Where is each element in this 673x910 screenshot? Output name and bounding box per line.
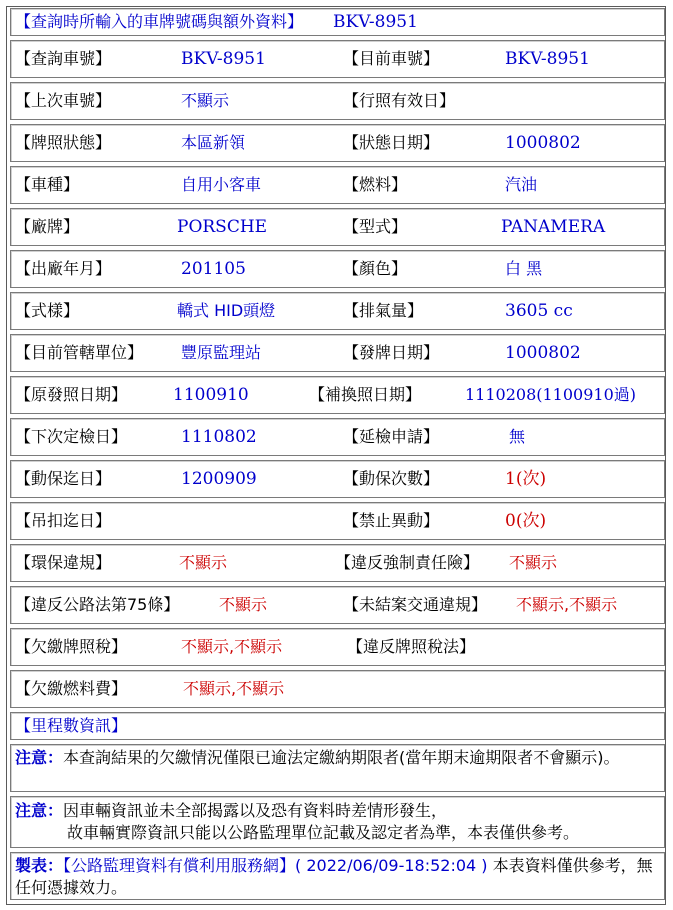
row-label: 【吊扣迄日】 <box>15 511 112 530</box>
row-label: 【違反強制責任險】 <box>335 553 480 572</box>
row-value: 1000802 <box>505 133 581 153</box>
table-row <box>10 502 665 540</box>
note-text <box>15 800 660 844</box>
row-label: 【查詢車號】 <box>15 49 112 68</box>
row-label: 【燃料】 <box>343 175 408 194</box>
query-header-row <box>10 8 665 36</box>
table-row <box>10 586 665 624</box>
row-label: 【禁止異動】 <box>343 511 440 530</box>
row-label: 【車種】 <box>15 175 80 194</box>
row-value: 1110208(1100910過) <box>465 385 637 404</box>
row-label: 【下次定檢日】 <box>15 427 128 446</box>
row-value: 白 黑 <box>505 259 543 278</box>
query-header-plate: BKV-8951 <box>333 12 418 32</box>
footer-source: 【公路監理資料有償利用服務網】 <box>63 856 296 875</box>
table-row <box>10 166 665 204</box>
footer-box <box>10 852 665 900</box>
footer-label: 製表： <box>15 856 64 875</box>
row-label: 【牌照狀態】 <box>15 133 112 152</box>
row-label: 【環保違規】 <box>15 553 112 572</box>
table-row <box>10 334 665 372</box>
note-line: 故車輛實際資訊只能以公路監理單位記載及認定者為準，本表僅供參考。 <box>67 823 580 842</box>
row-value: PORSCHE <box>177 217 268 237</box>
row-label: 【違反牌照稅法】 <box>347 637 476 656</box>
table-row <box>10 376 665 414</box>
row-value: 不顯示 <box>181 91 230 110</box>
row-label: 【出廠年月】 <box>15 259 112 278</box>
note-label: 注意： <box>15 748 64 767</box>
row-value: 1110802 <box>181 427 257 447</box>
row-value: 轎式 HID頭燈 <box>177 301 276 320</box>
row-label: 【原發照日期】 <box>15 385 128 404</box>
mileage-row <box>10 712 665 740</box>
row-value: 1200909 <box>181 469 257 489</box>
row-label: 【目前車號】 <box>343 49 440 68</box>
row-value: 3605 cc <box>505 301 573 321</box>
row-value: 0(次) <box>505 511 547 531</box>
row-label: 【欠繳牌照稅】 <box>15 637 128 656</box>
row-label: 【型式】 <box>343 217 408 236</box>
row-label: 【補換照日期】 <box>309 385 422 404</box>
note-body: 本查詢結果的欠繳情況僅限已逾法定繳納期限者(當年期末逾期限者不會顯示)。 <box>63 748 620 767</box>
note-label: 注意： <box>15 801 64 820</box>
row-label: 【式樣】 <box>15 301 80 320</box>
note-box <box>10 744 665 792</box>
row-value: 不顯示 <box>219 595 268 614</box>
table-row <box>10 82 665 120</box>
note-text <box>15 747 660 769</box>
row-value: 不顯示,不顯示 <box>181 637 283 656</box>
query-header-title: 【查詢時所輸入的車牌號碼與額外資料】 <box>15 12 304 31</box>
row-value: 不顯示 <box>179 553 228 572</box>
table-row <box>10 544 665 582</box>
row-label: 【延檢申請】 <box>343 427 440 446</box>
table-row <box>10 292 665 330</box>
row-label: 【行照有效日】 <box>343 91 456 110</box>
row-value: 無 <box>509 427 526 446</box>
row-label: 【目前管轄單位】 <box>15 343 144 362</box>
table-row <box>10 460 665 498</box>
row-label: 【排氣量】 <box>343 301 424 320</box>
row-value: BKV-8951 <box>181 49 266 69</box>
row-label: 【未結案交通違規】 <box>343 595 488 614</box>
row-value: 不顯示 <box>509 553 558 572</box>
table-row <box>10 208 665 246</box>
row-value: 201105 <box>181 259 246 279</box>
row-value: 1000802 <box>505 343 581 363</box>
footer-timestamp: ( 2022/06/09-18:52:04 ) <box>295 856 488 875</box>
table-row <box>10 40 665 78</box>
footer-body: 本表資料僅供參考，無任何憑據效力。 <box>15 856 653 897</box>
row-label: 【顏色】 <box>343 259 408 278</box>
row-label: 【上次車號】 <box>15 91 112 110</box>
row-label: 【動保迄日】 <box>15 469 112 488</box>
row-value: 豐原監理站 <box>181 343 262 362</box>
row-label: 【動保次數】 <box>343 469 440 488</box>
table-row <box>10 124 665 162</box>
row-label: 【違反公路法第75條】 <box>15 595 180 614</box>
row-value: 自用小客車 <box>181 175 262 194</box>
row-label: 【狀態日期】 <box>343 133 440 152</box>
row-value: 汽油 <box>505 175 538 194</box>
row-value: 1(次) <box>505 469 547 489</box>
mileage-title: 【里程數資訊】 <box>15 716 128 735</box>
row-value: 1100910 <box>173 385 249 405</box>
row-label: 【發牌日期】 <box>343 343 440 362</box>
row-value: BKV-8951 <box>505 49 590 69</box>
note-line: 因車輛資訊並未全部揭露以及恐有資料時差情形發生， <box>63 801 448 820</box>
footer-text <box>15 855 660 899</box>
table-row <box>10 670 665 708</box>
row-value: 不顯示,不顯示 <box>183 679 285 698</box>
table-row <box>10 418 665 456</box>
table-row <box>10 250 665 288</box>
row-label: 【欠繳燃料費】 <box>15 679 128 698</box>
row-value: 本區新領 <box>181 133 246 152</box>
row-value: 不顯示,不顯示 <box>516 595 618 614</box>
note-box <box>10 796 665 848</box>
table-row <box>10 628 665 666</box>
row-label: 【廠牌】 <box>15 217 80 236</box>
row-value: PANAMERA <box>501 217 606 237</box>
